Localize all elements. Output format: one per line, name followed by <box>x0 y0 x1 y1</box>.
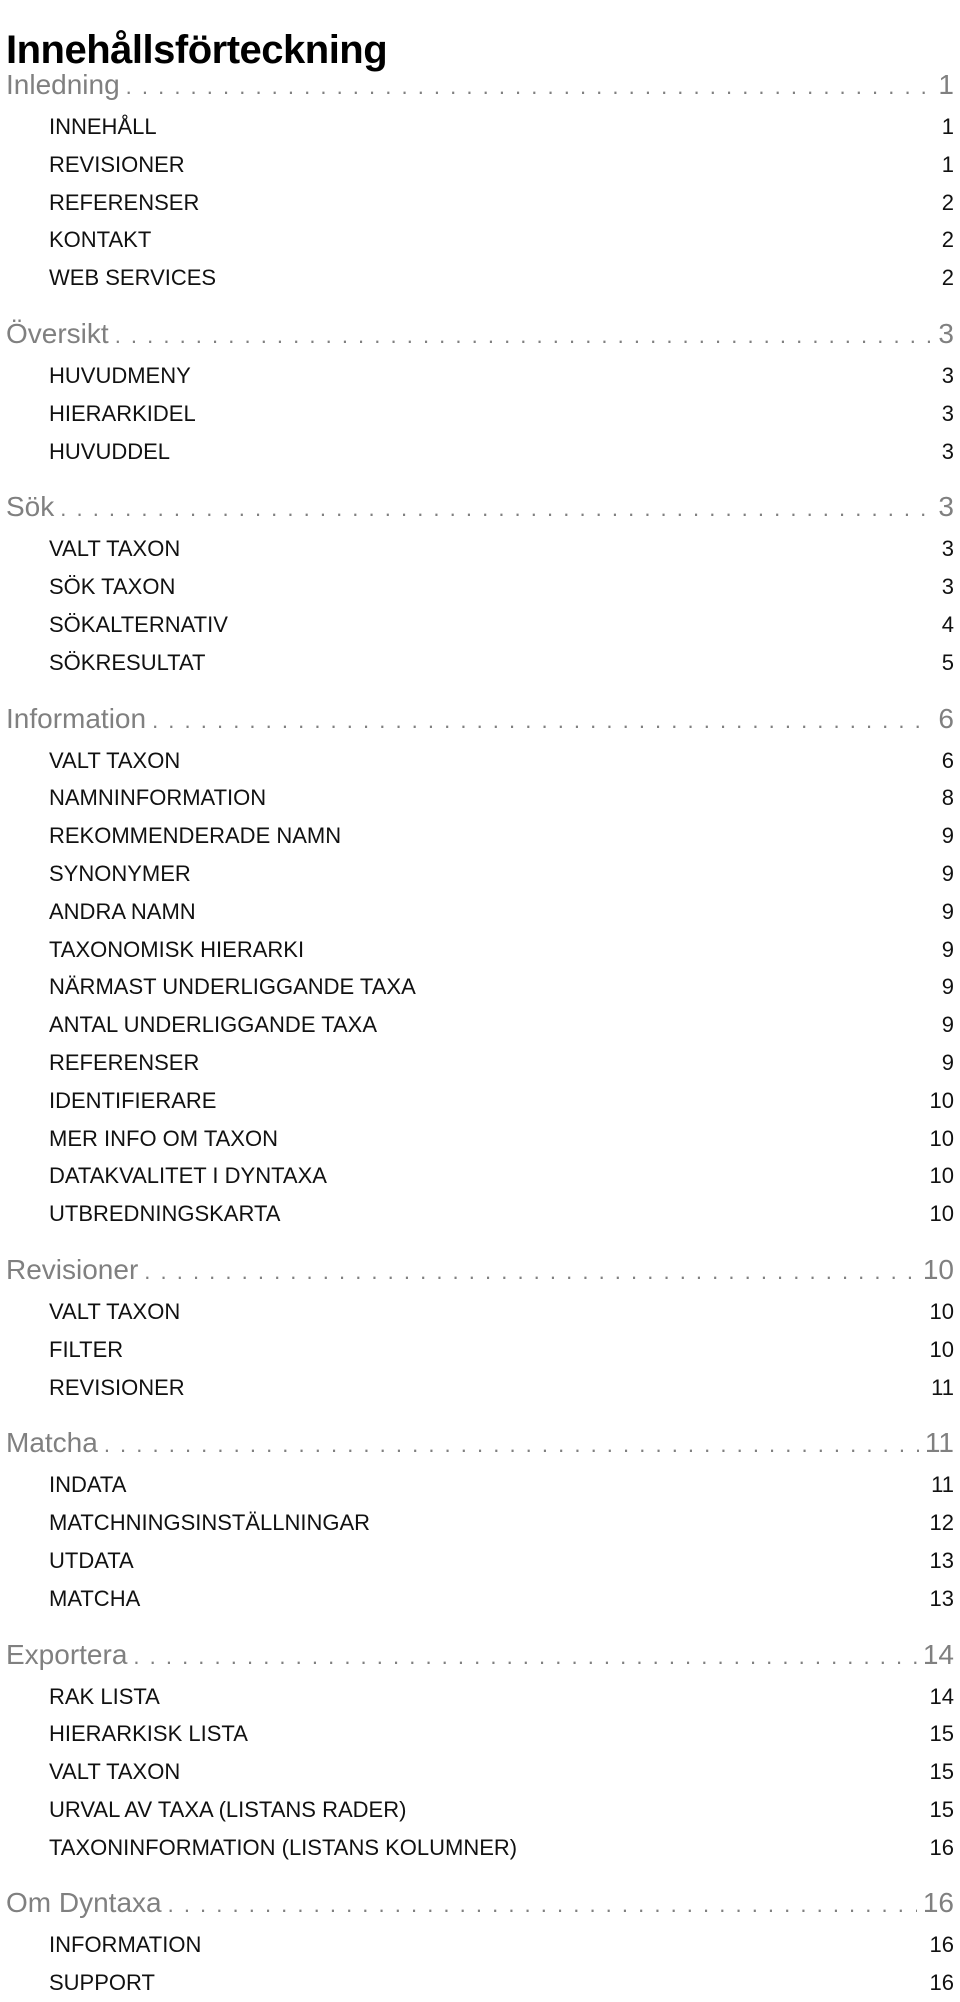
toc-entry-page: 3 <box>941 438 954 464</box>
toc-entry-page: 14 <box>929 1683 954 1709</box>
toc-section-title: Sök <box>6 491 55 523</box>
toc-section-page: 10 <box>922 1253 954 1285</box>
toc-section-title: Exportera <box>6 1638 128 1670</box>
toc-section-heading[interactable] <box>0 1247 960 1293</box>
toc-entry[interactable] <box>0 606 960 644</box>
toc-section <box>0 484 960 681</box>
toc-entry-page: 11 <box>931 1472 954 1498</box>
toc-section-page: 16 <box>922 1887 954 1919</box>
toc-entry-label: TAXONINFORMATION (LISTANS KOLUMNER) <box>49 1834 518 1860</box>
toc-entry-page: 3 <box>941 536 954 562</box>
toc-entry-label: HIERARKIDEL <box>49 400 196 426</box>
toc-entry-page: 10 <box>929 1125 954 1151</box>
toc-entry-page: 9 <box>941 823 954 849</box>
toc-entry-page: 9 <box>941 1049 954 1075</box>
toc-entry-label: NÄRMAST UNDERLIGGANDE TAXA <box>49 974 416 1000</box>
toc-entry-label: URVAL AV TAXA (LISTANS RADER) <box>49 1796 407 1822</box>
toc-entry-page: 9 <box>941 898 954 924</box>
toc-entry-label: MATCHNINGSINSTÄLLNINGAR <box>49 1510 371 1536</box>
toc-entry-label: VALT TAXON <box>49 536 181 562</box>
toc-entry-label: REFERENSER <box>49 189 200 215</box>
toc-entry[interactable] <box>0 779 960 817</box>
toc-section-title: Om Dyntaxa <box>6 1887 162 1919</box>
toc-section <box>0 1420 960 1617</box>
toc-entry[interactable] <box>0 1044 960 1082</box>
toc-section-page: 3 <box>938 491 954 523</box>
toc-entry-label: INFORMATION <box>49 1932 202 1958</box>
dot-leader <box>152 698 932 744</box>
toc-entry-page: 10 <box>929 1201 954 1227</box>
toc-entry[interactable] <box>0 1791 960 1829</box>
toc-entry-label: INDATA <box>49 1472 127 1498</box>
toc-entry[interactable] <box>0 530 960 568</box>
toc-section <box>0 62 960 297</box>
toc-entry-page: 12 <box>929 1510 954 1536</box>
toc-entry-page: 15 <box>929 1759 954 1785</box>
toc-section-heading[interactable] <box>0 311 960 357</box>
toc-section-heading[interactable] <box>0 1420 960 1466</box>
toc-entry[interactable] <box>0 855 960 893</box>
toc-entry[interactable] <box>0 1542 960 1580</box>
toc-section-page: 3 <box>938 317 954 349</box>
toc-entry-page: 9 <box>941 1012 954 1038</box>
toc-entry-page: 13 <box>929 1547 954 1573</box>
dot-leader <box>126 64 933 110</box>
toc-entry-label: MATCHA <box>49 1585 141 1611</box>
toc-entry[interactable] <box>0 644 960 682</box>
dot-leader <box>144 1249 917 1295</box>
toc-entry[interactable] <box>0 1082 960 1120</box>
toc-entry-label: REVISIONER <box>49 151 185 177</box>
toc-entry-page: 16 <box>929 1970 954 1996</box>
toc-entry[interactable] <box>0 893 960 931</box>
toc-entry-page: 3 <box>941 400 954 426</box>
toc-entry[interactable] <box>0 259 960 297</box>
toc-entry[interactable] <box>0 108 960 146</box>
toc-entry-page: 8 <box>941 785 954 811</box>
toc-entry-label: DATAKVALITET I DYNTAXA <box>49 1163 327 1189</box>
toc-entry-page: 16 <box>929 1834 954 1860</box>
toc-entry[interactable] <box>0 817 960 855</box>
toc-section-title: Översikt <box>6 317 109 349</box>
toc-entry-label: KONTAKT <box>49 227 152 253</box>
toc-entry[interactable] <box>0 1715 960 1753</box>
toc-entry-page: 3 <box>941 362 954 388</box>
toc-entry-label: MER INFO OM TAXON <box>49 1125 278 1151</box>
toc-entry-page: 6 <box>941 747 954 773</box>
toc-entry-page: 9 <box>941 974 954 1000</box>
dot-leader <box>133 1634 916 1680</box>
toc-entry[interactable] <box>0 568 960 606</box>
toc-entry[interactable] <box>0 1331 960 1369</box>
toc-entry-label: HUVUDDEL <box>49 438 171 464</box>
toc-entry-page: 1 <box>941 114 954 139</box>
toc-entry-page: 13 <box>929 1585 954 1611</box>
toc-entry-label: NAMNINFORMATION <box>49 785 267 811</box>
dot-leader <box>115 313 933 359</box>
toc-section-heading[interactable] <box>0 1880 960 1926</box>
toc-entry[interactable] <box>0 931 960 969</box>
toc-entry-page: 15 <box>929 1796 954 1822</box>
toc-section-heading[interactable] <box>0 696 960 742</box>
toc-section-title: Information <box>6 702 147 734</box>
toc-entry-page: 4 <box>941 611 954 637</box>
toc-entry-page: 15 <box>929 1721 954 1747</box>
toc-entry-page: 10 <box>929 1087 954 1113</box>
toc-entry[interactable] <box>0 395 960 433</box>
toc-entry-label: VALT TAXON <box>49 747 181 773</box>
toc-entry-page: 10 <box>929 1336 954 1362</box>
toc-entry-page: 2 <box>941 189 954 215</box>
toc-entry[interactable] <box>0 357 960 395</box>
toc-entry-label: SÖKRESULTAT <box>49 649 206 675</box>
toc-entry-label: UTDATA <box>49 1547 134 1573</box>
toc-entry-label: TAXONOMISK HIERARKI <box>49 936 305 962</box>
toc-entry-label: SUPPORT <box>49 1970 155 1996</box>
toc-entry-label: FILTER <box>49 1336 124 1362</box>
toc-entry[interactable] <box>0 1293 960 1331</box>
toc-entry-label: ANTAL UNDERLIGGANDE TAXA <box>49 1012 378 1038</box>
toc-entry-page: 16 <box>929 1932 954 1958</box>
toc-entry-page: 10 <box>929 1163 954 1189</box>
toc-section-title: Matcha <box>6 1427 98 1459</box>
toc-entry-page: 9 <box>941 860 954 886</box>
toc-entry-page: 2 <box>941 265 954 291</box>
toc-entry-label: RAK LISTA <box>49 1683 160 1709</box>
toc-entry[interactable] <box>0 1678 960 1716</box>
toc-entry-label: SÖK TAXON <box>49 574 176 600</box>
toc-section-page: 6 <box>938 702 954 734</box>
toc-entry[interactable] <box>0 1369 960 1407</box>
toc-section <box>0 1632 960 1867</box>
toc-entry-label: HIERARKISK LISTA <box>49 1721 248 1747</box>
toc-entry-label: SÖKALTERNATIV <box>49 611 228 637</box>
toc-section-heading[interactable] <box>0 484 960 530</box>
table-of-contents <box>0 62 960 2002</box>
document-title: Innehållsförteckning <box>6 27 388 72</box>
toc-entry-label: REVISIONER <box>49 1374 185 1400</box>
toc-entry-label: HUVUDMENY <box>49 362 191 388</box>
toc-entry[interactable] <box>0 1504 960 1542</box>
dot-leader <box>168 1882 917 1928</box>
toc-entry[interactable] <box>0 1120 960 1158</box>
toc-entry-page: 9 <box>941 936 954 962</box>
toc-entry-label: INNEHÅLL <box>49 114 157 139</box>
toc-entry[interactable] <box>0 1926 960 1964</box>
toc-entry-label: REFERENSER <box>49 1049 200 1075</box>
toc-entry-label: UTBREDNINGSKARTA <box>49 1201 281 1227</box>
toc-entry-label: IDENTIFIERARE <box>49 1087 217 1113</box>
toc-entry-page: 5 <box>941 649 954 675</box>
toc-section <box>0 1247 960 1406</box>
toc-entry[interactable] <box>0 146 960 184</box>
toc-entry[interactable] <box>0 1753 960 1791</box>
toc-entry[interactable] <box>0 742 960 780</box>
toc-section <box>0 696 960 1233</box>
toc-section <box>0 311 960 470</box>
toc-entry[interactable] <box>0 1006 960 1044</box>
toc-entry-label: ANDRA NAMN <box>49 898 196 924</box>
toc-section-title: Revisioner <box>6 1253 139 1285</box>
toc-entry[interactable] <box>0 968 960 1006</box>
dot-leader <box>104 1422 919 1468</box>
toc-entry[interactable] <box>0 1466 960 1504</box>
toc-entry-label: SYNONYMER <box>49 860 191 886</box>
toc-entry-page: 3 <box>941 574 954 600</box>
toc-section-title: Inledning <box>6 69 120 100</box>
toc-entry-label: VALT TAXON <box>49 1759 181 1785</box>
toc-entry-page: 10 <box>929 1298 954 1324</box>
toc-entry[interactable] <box>0 1964 960 2002</box>
toc-section-page: 14 <box>922 1638 954 1670</box>
toc-entry-label: WEB SERVICES <box>49 265 217 291</box>
dot-leader <box>60 486 932 532</box>
toc-section-page: 1 <box>938 69 954 100</box>
toc-section-heading[interactable] <box>0 62 960 108</box>
toc-section <box>0 1880 960 2002</box>
toc-entry-page: 1 <box>941 151 954 177</box>
toc-entry[interactable] <box>0 1195 960 1233</box>
toc-entry[interactable] <box>0 1829 960 1867</box>
toc-section-page: 11 <box>924 1427 954 1459</box>
toc-entry[interactable] <box>0 1580 960 1618</box>
toc-entry[interactable] <box>0 1157 960 1195</box>
toc-entry[interactable] <box>0 433 960 471</box>
toc-entry-page: 2 <box>941 227 954 253</box>
toc-entry-label: REKOMMENDERADE NAMN <box>49 823 342 849</box>
toc-entry-page: 11 <box>931 1374 954 1400</box>
toc-entry-label: VALT TAXON <box>49 1298 181 1324</box>
toc-entry[interactable] <box>0 221 960 259</box>
toc-entry[interactable] <box>0 184 960 222</box>
toc-section-heading[interactable] <box>0 1632 960 1678</box>
